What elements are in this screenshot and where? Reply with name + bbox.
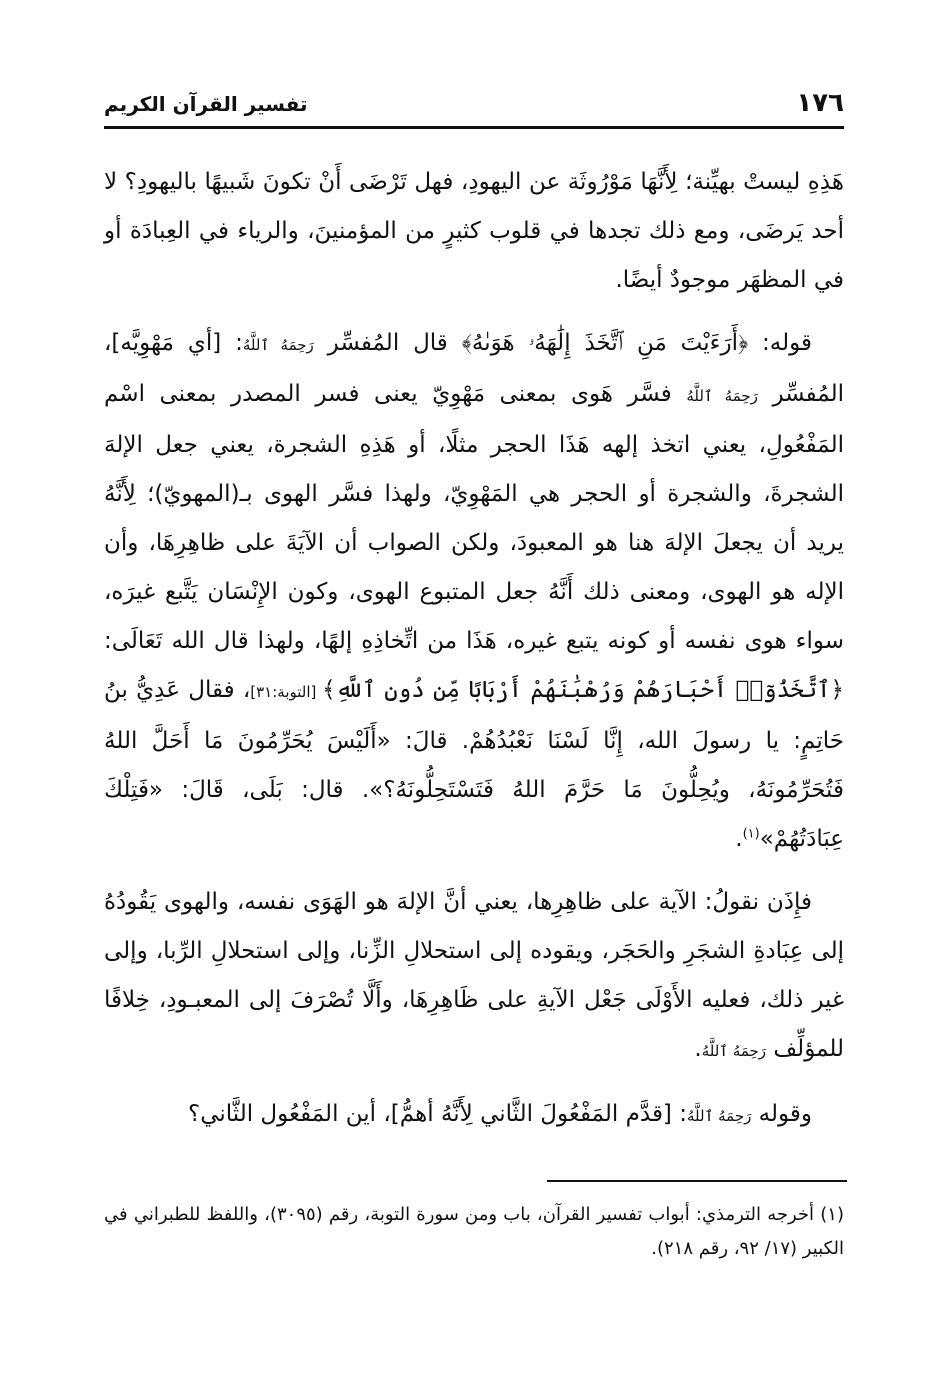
paragraph-3 [104, 878, 844, 1076]
footnote: (١) أخرجه الترمذي: أبواب تفسير القرآن، باب ومن سورة التوبة، رقم (٣٠٩٥)، واللفظ للطبراني في الكبير (١٧/ ٩٢، رقم ٢١٨). [104, 1204, 844, 1259]
text-span: . [694, 1036, 702, 1062]
text-span: . [735, 826, 743, 852]
honorific: رَحِمَهُ ٱللَّهُ [701, 1042, 767, 1060]
footnote-marker[interactable]: (١) [742, 826, 760, 842]
quran-verse: ﴿أَرَءَيْتَ مَنِ ٱتَّخَذَ إِلَٰهَهُۥ هَوَىٰهُ﴾ [461, 330, 749, 356]
page-header [104, 86, 844, 129]
text-span: : [أي مَهْوِيَّه]، المُفسِّر [104, 330, 845, 407]
text-span: : [قدَّم المَفْعُولَ الثَّاني لِأَنَّهُ أهمُّ]، أين المَفْعُول الثَّاني؟ [188, 1101, 687, 1127]
text-span: قال المُفسِّر [313, 330, 462, 356]
text-span: قوله: [748, 330, 813, 356]
text-span: فسَّر هَوى بمعنى مَهْوِيّ يعنى فسر المصدر بمعنى اسْم المَفْعُولِ، يعني اتخذ إلهه هَذَا الحجر مثلًا، أو هَذِهِ الشجرة، يعني جعل الإلهَ الشجرةَ، والشجرة أو الحجر هي المَهْوِيّ، ولهذا فسَّر الهوى بـ(المهويّ)؛ لِأَنَّهُ يريد أن يجعلَ الإلهَ هنا هو المعبودَ، ولكن الصواب أن الآيَةَ على ظاهِرِهَا، وأن الإله هو الهوى، ومعنى ذلك أَنَّهُ جعل المتبوع الهوى، وكون الإِنْسَان يَتَّبع غيرَه، سواء هوى نفسه أو كونه يتبع غيره، هَذَا من اتِّخاذِهِ إلهًا، ولهذا قال الله تَعَالَى: [104, 381, 844, 654]
paragraph-4 [104, 1090, 844, 1141]
paragraph-1: هَذِهِ ليستْ بهيِّنة؛ لِأَنَّهَا مَوْرُوثَة عن اليهودِ، فهل تَرْضَى أَنْ تكونَ شَبيهًا باليهودِ؟ لا أحد يَرضَى، ومع ذلك تجدها في قلوب كثيرٍ من المؤمنينَ، والرياء في العِبادَة أو في المظهَر موجودٌ أيضًا. [104, 169, 844, 293]
text-span: فإِذَن نقولُ: الآية على ظاهِرِها، يعني أنَّ الإلهَ هو الهَوَى نفسه، والهوى يَقُودُهُ إلى عِبَادةِ الشجَرِ والحَجَر، ويقوده إلى استحلالِ الزِّنا، وإلى استحلالِ الرِّبا، وإلى غير ذلك، فعليه الأَوْلَى جَعْل الآيةِ على ظَاهِرِهَا، وأَلَّا تُصْرَفَ إلى المعبـودِ، خِلافًا للمؤلِّف [104, 889, 844, 1062]
quran-verse: ﴿ٱتَّخَذُوٓا۟ أَحْبَارَهُمْ وَرُهْبَٰنَهُمْ أَرْبَابًا مِّن دُونِ ٱللَّهِ﴾ [322, 677, 844, 703]
honorific: رَحِمَهُ ٱللَّهُ [686, 1107, 752, 1125]
honorific: رَحِمَهُ ٱللَّهُ [686, 387, 758, 405]
page-number: ١٧٦ [796, 88, 844, 118]
paragraph-2 [104, 319, 844, 864]
footnote-divider [547, 1180, 847, 1182]
verse-reference: [التوبة:٣١] [250, 683, 323, 701]
main-text [104, 158, 844, 1141]
text-span: ، فقال عَدِيُّ بنُ حَاتِمٍ: يا رسولَ الله، إِنَّا لَسْنَا نَعْبُدُهُمْ. قالَ: «أَلَيْسَ يُحَرِّمُونَ مَا أَحَلَّ اللهُ فَتُحَرِّمُونَهُ، ويُحِلُّونَ مَا حَرَّمَ اللهُ فَتَسْتَحِلُّونَهُ؟». قال: بَلَى، قَالَ: «فَتِلْكَ عِبَادَتُهُمْ» [104, 677, 844, 852]
text-span: وقوله [751, 1101, 812, 1127]
honorific: رَحِمَهُ ٱللَّهُ [242, 336, 314, 354]
running-title: تفسير القرآن الكريم [104, 92, 308, 116]
